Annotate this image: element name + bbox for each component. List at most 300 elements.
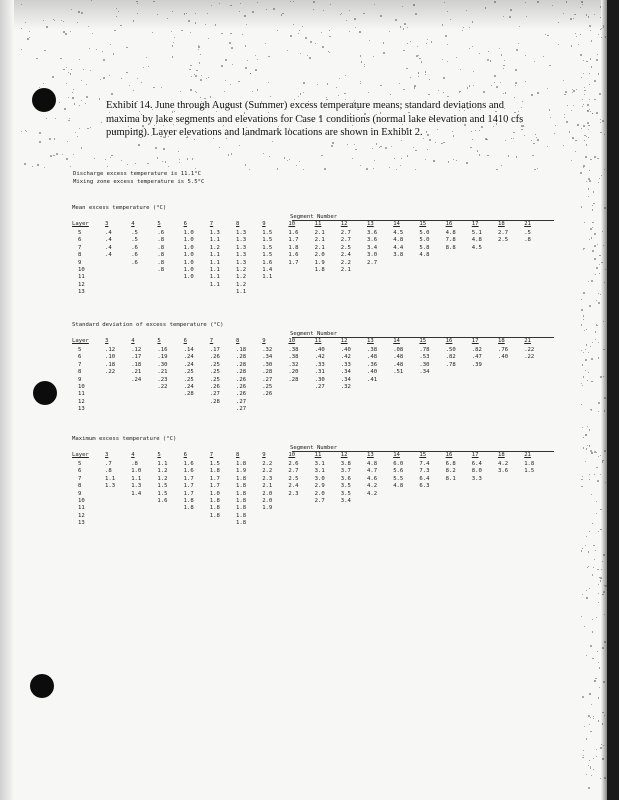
value-cell: 1.0 xyxy=(183,259,194,266)
value-cell: .6 xyxy=(131,244,138,251)
value-cell: .42 xyxy=(314,354,325,361)
value-cell: .25 xyxy=(209,369,220,376)
table-header-row xyxy=(72,221,560,229)
scan-speckle xyxy=(605,269,606,270)
scan-speckle xyxy=(277,30,278,31)
scan-speckle xyxy=(43,83,44,84)
scan-speckle xyxy=(588,125,589,126)
value-cell: .27 xyxy=(236,398,247,405)
scan-speckle xyxy=(603,321,604,322)
scan-speckle xyxy=(473,85,474,86)
value-cell: .18 xyxy=(236,347,247,353)
scan-speckle xyxy=(252,91,254,93)
scan-speckle xyxy=(78,11,79,12)
scan-speckle xyxy=(228,154,230,156)
scan-speckle xyxy=(467,87,469,89)
scan-speckle xyxy=(571,160,572,161)
scan-speckle xyxy=(600,577,602,579)
scan-speckle xyxy=(116,16,117,17)
scan-speckle xyxy=(374,160,375,161)
scan-speckle xyxy=(515,82,517,84)
scan-speckle xyxy=(596,749,597,750)
scan-speckle xyxy=(287,160,289,162)
value-cell: 3.6 xyxy=(340,475,351,482)
scan-speckle xyxy=(491,85,492,86)
scan-speckle xyxy=(172,45,173,46)
scan-speckle xyxy=(443,92,444,93)
table-body xyxy=(72,230,560,297)
scan-speckle xyxy=(27,38,29,40)
scan-speckle xyxy=(583,292,585,294)
value-cell: .23 xyxy=(157,376,168,383)
scan-speckle xyxy=(503,65,504,66)
scan-speckle xyxy=(598,697,600,699)
scan-speckle xyxy=(601,569,602,570)
table-row xyxy=(72,513,560,520)
scan-speckle xyxy=(580,172,582,174)
scan-speckle xyxy=(435,142,436,143)
value-cell: 3.0 xyxy=(314,475,325,482)
scan-speckle xyxy=(572,137,574,139)
scan-speckle xyxy=(427,39,428,40)
scan-speckle xyxy=(581,206,583,208)
layer-cell: 9 xyxy=(78,376,82,383)
value-cell: 1.1 xyxy=(209,281,220,288)
segment-header-cell: 4 xyxy=(131,221,135,227)
scan-speckle xyxy=(589,239,590,240)
segment-header-cell: 6 xyxy=(183,452,187,458)
scan-speckle xyxy=(554,133,555,134)
value-cell: .18 xyxy=(131,361,142,368)
value-cell: 2.3 xyxy=(288,490,299,497)
scan-speckle xyxy=(110,44,111,45)
scan-speckle xyxy=(299,30,300,31)
scan-speckle xyxy=(503,93,504,94)
scan-speckle xyxy=(508,155,510,157)
scan-speckle xyxy=(25,130,26,131)
value-cell: 3.5 xyxy=(340,483,351,490)
value-cell: 1.8 xyxy=(236,512,247,519)
scan-speckle xyxy=(602,561,603,562)
value-cell: 2.0 xyxy=(262,490,273,497)
scan-speckle xyxy=(572,92,573,93)
scan-speckle xyxy=(21,49,22,50)
scan-speckle xyxy=(589,305,591,307)
value-cell: .53 xyxy=(419,354,430,361)
scan-speckle xyxy=(133,90,134,91)
scan-speckle xyxy=(448,161,450,163)
scan-speckle xyxy=(589,479,590,480)
scan-speckle xyxy=(505,140,506,141)
scan-speckle xyxy=(239,145,240,146)
segment-header-cell: 9 xyxy=(262,221,266,227)
table-row xyxy=(72,362,560,369)
scan-speckle xyxy=(399,83,400,84)
scan-speckle xyxy=(586,136,587,137)
value-cell: .34 xyxy=(340,376,351,383)
scan-speckle xyxy=(171,31,172,32)
value-cell: 4.8 xyxy=(471,237,482,244)
scan-speckle xyxy=(298,33,299,34)
scan-speckle xyxy=(584,94,585,95)
scan-speckle xyxy=(525,81,526,82)
scan-speckle xyxy=(591,494,593,496)
value-cell: .36 xyxy=(367,361,378,368)
punch-hole-bottom xyxy=(30,674,54,698)
segment-number-header: Segment Number xyxy=(290,331,338,337)
scan-speckle xyxy=(582,476,584,478)
scan-speckle xyxy=(322,46,324,48)
value-cell: 1.1 xyxy=(209,237,220,244)
value-cell: 2.7 xyxy=(340,237,351,244)
value-cell: 2.2 xyxy=(262,468,273,475)
scan-speckle xyxy=(192,158,194,160)
scan-speckle xyxy=(64,108,65,109)
scan-speckle xyxy=(592,619,593,620)
scan-speckle xyxy=(81,80,82,81)
value-cell: 1.2 xyxy=(157,475,168,482)
scan-speckle xyxy=(268,82,269,83)
segment-header-cell: 14 xyxy=(393,338,400,344)
layer-cell: 12 xyxy=(78,281,85,288)
scan-speckle xyxy=(396,169,397,170)
table-row xyxy=(72,399,560,406)
scan-speckle xyxy=(73,154,74,155)
scan-speckle xyxy=(583,167,584,168)
scan-speckle xyxy=(590,767,592,769)
scan-speckle xyxy=(505,92,506,93)
scan-speckle xyxy=(590,228,592,230)
scan-speckle xyxy=(589,84,590,85)
scan-speckle xyxy=(433,160,434,161)
scan-speckle xyxy=(600,119,601,120)
value-cell: .25 xyxy=(183,376,194,383)
table-row xyxy=(72,267,560,274)
value-cell: 1.3 xyxy=(105,483,116,490)
segment-header-cell: 15 xyxy=(419,338,427,344)
value-cell: 1.2 xyxy=(236,266,247,273)
scan-speckle xyxy=(44,167,45,168)
value-cell: 2.1 xyxy=(314,237,325,244)
scan-speckle xyxy=(592,113,593,114)
scan-speckle xyxy=(418,76,419,77)
scan-speckle xyxy=(205,24,206,25)
segment-header-cell: 21 xyxy=(524,452,531,458)
value-cell: 2.7 xyxy=(288,468,299,475)
scan-speckle xyxy=(583,60,584,61)
scan-speckle xyxy=(589,25,591,27)
scan-speckle xyxy=(604,641,606,643)
scan-speckle xyxy=(165,161,166,162)
table-row xyxy=(72,476,560,483)
scan-speckle xyxy=(598,182,599,183)
value-cell: .27 xyxy=(314,383,325,390)
scan-speckle xyxy=(373,168,374,169)
scan-speckle xyxy=(266,9,267,10)
layer-cell: 5 xyxy=(78,230,82,236)
scan-speckle xyxy=(575,140,577,142)
scan-speckle xyxy=(180,91,181,92)
scan-speckle xyxy=(63,21,64,22)
layer-column-header: Layer xyxy=(72,338,89,344)
scan-speckle xyxy=(586,536,587,537)
layer-cell: 7 xyxy=(78,475,82,482)
value-cell: .10 xyxy=(105,354,116,361)
scan-speckle xyxy=(596,112,598,114)
scan-speckle xyxy=(525,55,526,56)
value-cell: 1.2 xyxy=(157,468,168,475)
scan-speckle xyxy=(339,78,340,79)
scan-speckle xyxy=(81,100,82,101)
scan-speckle xyxy=(327,83,329,85)
scan-speckle xyxy=(516,156,518,158)
scan-speckle xyxy=(594,80,596,82)
segment-header-cell: 4 xyxy=(131,338,135,344)
segment-header-cell: 17 xyxy=(471,452,479,458)
scan-speckle xyxy=(73,89,74,90)
scan-speckle xyxy=(245,67,247,69)
scan-speckle xyxy=(189,69,190,70)
value-cell: 1.2 xyxy=(209,244,220,251)
scan-speckle xyxy=(89,48,90,49)
scan-speckle xyxy=(453,159,454,160)
scan-speckle xyxy=(69,118,70,119)
value-cell: .40 xyxy=(367,369,378,376)
scan-speckle xyxy=(470,147,471,148)
scan-speckle xyxy=(96,49,97,50)
maximum-excess-temperature-table xyxy=(72,436,560,536)
scan-speckle xyxy=(583,757,584,758)
scan-speckle xyxy=(255,55,256,56)
scan-speckle xyxy=(215,24,217,26)
scan-speckle xyxy=(552,5,553,6)
scan-edge-left xyxy=(0,0,14,800)
scan-speckle xyxy=(575,151,576,152)
value-cell: 1.8 xyxy=(209,497,220,504)
value-cell: .82 xyxy=(471,347,482,353)
scan-speckle xyxy=(44,50,45,51)
scan-speckle xyxy=(586,597,588,599)
value-cell: .25 xyxy=(209,361,220,368)
scan-speckle xyxy=(534,61,535,62)
scan-speckle xyxy=(592,222,594,224)
scan-speckle xyxy=(593,718,594,719)
scan-speckle xyxy=(407,155,409,157)
scan-speckle xyxy=(369,40,370,41)
scan-speckle xyxy=(516,49,518,51)
scan-speckle xyxy=(603,26,604,27)
segment-header-cell: 17 xyxy=(471,338,479,344)
scan-speckle xyxy=(564,94,565,95)
scan-speckle xyxy=(442,24,443,25)
scan-speckle xyxy=(584,87,585,88)
scan-speckle xyxy=(494,1,496,3)
scan-speckle xyxy=(600,29,601,30)
value-cell: 3.8 xyxy=(393,252,404,259)
scan-speckle xyxy=(252,11,254,13)
value-cell: .6 xyxy=(157,230,165,236)
value-cell: .28 xyxy=(288,376,299,383)
value-cell: .6 xyxy=(131,259,138,266)
table-row xyxy=(72,260,560,267)
layer-cell: 5 xyxy=(78,347,82,353)
scan-speckle xyxy=(167,18,168,19)
scan-speckle xyxy=(277,168,278,169)
scan-speckle xyxy=(604,207,605,208)
value-cell: .28 xyxy=(236,354,247,361)
value-cell: 1.7 xyxy=(288,237,299,244)
scan-speckle xyxy=(173,42,174,43)
table-caption: Standard deviation of excess temperature (°C) xyxy=(72,322,224,328)
scan-speckle xyxy=(598,531,599,532)
scan-speckle xyxy=(603,745,604,746)
scan-speckle xyxy=(245,164,247,166)
segment-header-cell: 10 xyxy=(288,452,296,458)
value-cell: .17 xyxy=(131,354,142,361)
scan-speckle xyxy=(269,156,270,157)
scan-speckle xyxy=(588,188,589,189)
scan-speckle xyxy=(600,376,602,378)
value-cell: 2.9 xyxy=(314,483,325,490)
table-row xyxy=(72,520,560,527)
value-cell: 4.6 xyxy=(367,475,378,482)
scan-speckle xyxy=(231,153,233,155)
value-cell: 1.7 xyxy=(288,259,299,266)
scan-speckle xyxy=(589,474,590,475)
scan-speckle xyxy=(588,787,590,789)
value-cell: .30 xyxy=(262,361,273,368)
scan-speckle xyxy=(456,160,457,161)
scan-speckle xyxy=(368,92,369,93)
scan-speckle xyxy=(206,78,207,79)
scan-speckle xyxy=(596,513,597,514)
value-cell: .8 xyxy=(131,461,138,467)
table-row xyxy=(72,461,560,468)
scan-speckle xyxy=(604,715,605,716)
scan-speckle xyxy=(596,59,598,61)
scan-speckle xyxy=(290,35,292,37)
scan-speckle xyxy=(592,209,594,211)
scan-speckle xyxy=(581,309,583,311)
scan-speckle xyxy=(257,89,258,90)
scan-speckle xyxy=(558,44,559,45)
value-cell: 8.8 xyxy=(445,244,456,251)
value-cell: 1.6 xyxy=(288,252,299,259)
table-caption: Mean excess temperature (°C) xyxy=(72,205,167,211)
scan-speckle xyxy=(597,244,598,245)
value-cell: 1.8 xyxy=(183,505,194,512)
scan-speckle xyxy=(479,154,481,156)
value-cell: .16 xyxy=(157,347,168,353)
scan-speckle xyxy=(594,156,596,158)
scan-speckle xyxy=(598,593,599,594)
scan-speckle xyxy=(518,43,519,44)
value-cell: 2.6 xyxy=(288,461,299,467)
segment-header-cell: 17 xyxy=(471,221,479,227)
scan-speckle xyxy=(581,324,582,325)
scan-speckle xyxy=(126,72,127,73)
scan-speckle xyxy=(114,30,115,31)
standard-deviation-table xyxy=(72,322,560,422)
scan-speckle xyxy=(415,150,417,152)
scan-speckle xyxy=(268,56,269,57)
scan-speckle xyxy=(56,153,58,155)
segment-header-cell: 4 xyxy=(131,452,135,458)
segment-header-cell: 21 xyxy=(524,221,531,227)
scan-speckle xyxy=(563,80,564,81)
segment-header-cell: 13 xyxy=(367,221,374,227)
value-cell: 3.7 xyxy=(340,468,351,475)
scan-speckle xyxy=(221,65,223,67)
scan-speckle xyxy=(179,159,180,160)
value-cell: .28 xyxy=(209,398,220,405)
scan-speckle xyxy=(459,92,460,93)
value-cell: .47 xyxy=(471,354,482,361)
scan-speckle xyxy=(329,52,330,53)
scan-speckle xyxy=(599,577,600,578)
scan-speckle xyxy=(598,602,599,603)
layer-cell: 10 xyxy=(78,497,85,504)
layer-column-header: Layer xyxy=(72,221,89,227)
scan-speckle xyxy=(143,67,144,68)
table-row xyxy=(72,252,560,259)
value-cell: 1.6 xyxy=(183,461,194,467)
scan-speckle xyxy=(595,331,597,333)
segment-header-cell: 7 xyxy=(209,338,214,344)
scan-speckle xyxy=(469,48,470,49)
scan-speckle xyxy=(598,662,599,663)
scan-speckle xyxy=(385,147,387,149)
scan-edge-right xyxy=(607,0,619,800)
scan-speckle xyxy=(303,82,305,84)
scan-speckle xyxy=(415,169,416,170)
scan-speckle xyxy=(570,18,572,20)
scan-speckle xyxy=(588,137,589,138)
scan-speckle xyxy=(596,756,597,757)
scan-speckle xyxy=(587,426,588,427)
scan-speckle xyxy=(588,372,589,373)
scan-speckle xyxy=(500,82,501,83)
scan-speckle xyxy=(477,150,479,152)
value-cell: .26 xyxy=(236,383,247,390)
value-cell: 1.0 xyxy=(183,252,194,259)
scan-speckle xyxy=(354,18,356,20)
scan-speckle xyxy=(596,617,597,618)
scan-speckle xyxy=(66,158,68,160)
scan-speckle xyxy=(594,680,595,681)
segment-number-header: Segment Number xyxy=(290,445,338,451)
value-cell: 4.2 xyxy=(367,483,378,490)
scan-speckle xyxy=(344,93,346,95)
value-cell: 1.8 xyxy=(236,483,247,490)
scan-speckle xyxy=(360,83,362,85)
value-cell: .82 xyxy=(445,354,456,361)
scan-speckle xyxy=(591,358,593,360)
value-cell: 1.8 xyxy=(236,475,247,482)
scan-speckle xyxy=(584,330,585,331)
scan-speckle xyxy=(129,85,130,86)
scan-speckle xyxy=(592,631,594,633)
scan-speckle xyxy=(593,545,595,547)
scan-speckle xyxy=(602,461,603,462)
scan-speckle xyxy=(172,56,173,57)
scan-speckle xyxy=(594,258,596,260)
segment-header-cell: 10 xyxy=(288,338,296,344)
scan-speckle xyxy=(581,350,582,351)
value-cell: 1.0 xyxy=(131,468,142,475)
scan-speckle xyxy=(315,43,316,44)
scan-speckle xyxy=(586,344,588,346)
